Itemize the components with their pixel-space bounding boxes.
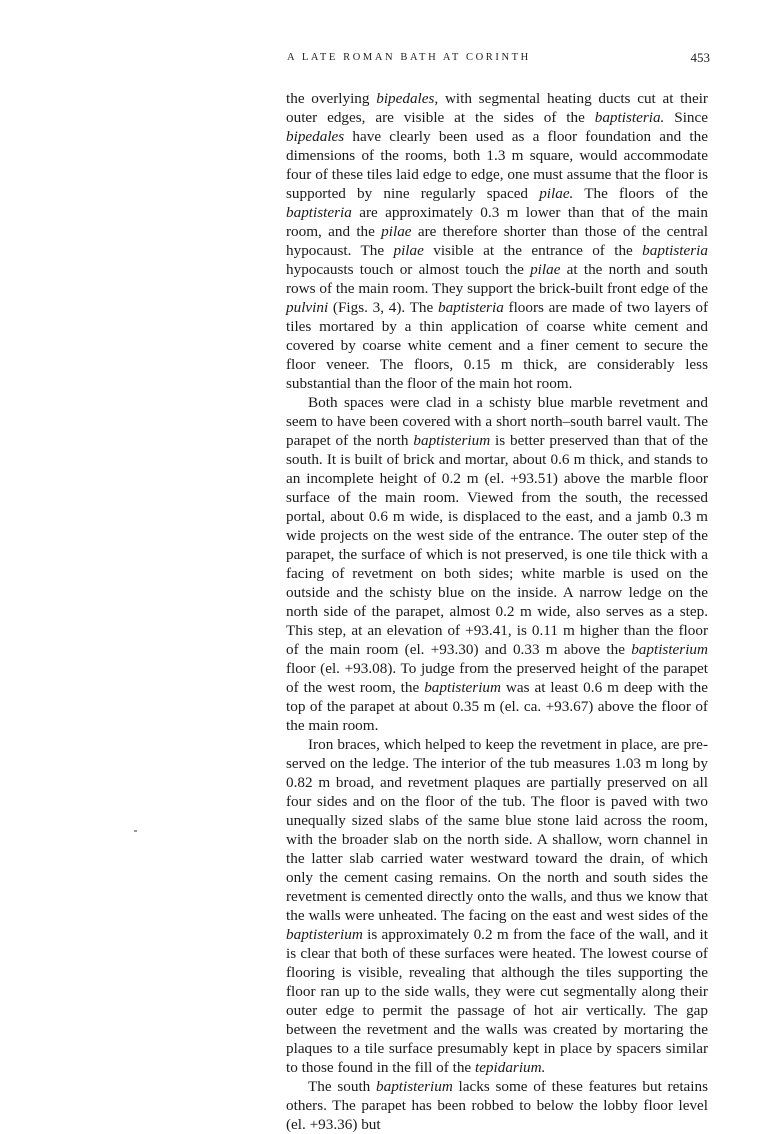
- text-run: was at least 0.6 m deep with the top of the parapet at about 0.35 m (el. ca. +93.67) above the floor of the main room.: [286, 679, 708, 734]
- text-run: floors are made of two layers of tiles mortared by a thin application of coarse white cement and covered by coarse white cement and a finer cement to secure the floor veneer. The floors, 0.15 m thick, are considerably less substantial than the floor of the main hot room.: [286, 299, 708, 392]
- italic-term: baptisterium: [286, 926, 363, 943]
- text-run: Both spaces were clad in a schisty blue marble revetment and seem to have been covered with a short north–south barrel vault. The parapet of the north: [286, 394, 708, 449]
- page-number: 453: [690, 50, 710, 65]
- italic-term: baptisteria.: [594, 109, 665, 126]
- text-run: hypocausts touch or almost touch the: [286, 261, 531, 278]
- text-run: lacks some of these features but retains others. The parapet has been robbed to below the lobby floor level (el. +93.36) but: [286, 1078, 708, 1133]
- italic-term: pilae: [393, 242, 424, 259]
- italic-term: baptisterium: [413, 432, 491, 449]
- text-run: The floors of the: [573, 185, 708, 202]
- italic-term: baptisteria: [437, 299, 504, 316]
- italic-term: bipedales,: [376, 90, 439, 107]
- running-title: A LATE ROMAN BATH AT CORINTH: [287, 52, 531, 63]
- italic-term: pilae: [381, 223, 412, 240]
- paragraph: [286, 1077, 708, 1134]
- text-run: at the north and south rows of the main room. They support the brick-built front edge of the: [286, 261, 708, 297]
- paragraph: [286, 89, 708, 393]
- italic-term: baptisteria: [286, 204, 352, 221]
- text-run: are therefore shorter than those of the central hypocaust. The: [286, 223, 708, 259]
- italic-term: bipedales: [286, 128, 345, 145]
- text-run: Since: [664, 109, 708, 126]
- text-run: The south: [308, 1078, 376, 1095]
- text-run: with segmental heating ducts cut at their outer edges, are visible at the sides of the: [286, 90, 708, 126]
- text-run: (Figs. 3, 4). The: [328, 299, 438, 316]
- paragraph: [286, 735, 708, 1077]
- italic-term: baptisteria: [642, 242, 708, 259]
- text-run: is approximately 0.2 m from the face of the wall, and it is clear that both of these surfaces were heated. The lowest course of flooring is visible, revealing that although the tiles supporting the floor ran up to the side walls, they were cut segmentally along their outer edge to permit the passage of hot air vertically. The gap between the revetment and the walls was created by mortaring the plaques to a tile surface presumably kept in place by spacers similar to those found in the fill of the: [286, 926, 708, 1076]
- italic-term: baptisterium: [424, 679, 501, 696]
- text-run: have clearly been used as a floor foundation and the dimensions of the rooms, both 1.3 m square, would accommodate four of these tiles laid edge to edge, one must assume that the floor is supported by nine regularly spaced: [286, 128, 708, 202]
- text-run: are approximately 0.3 m lower than that of the main room, and the: [286, 204, 708, 240]
- italic-term: pilae.: [539, 185, 574, 202]
- text-run: visible at the entrance of the: [423, 242, 643, 259]
- italic-term: baptisterium: [631, 641, 708, 658]
- text-run: Iron braces, which helped to keep the revetment in place, are preserved on the ledge. The interior of the tub measures 1.03 m long by 0.82 m broad, and revetment plaques are partially preserved on all four sides and on the floor of the tub. The floor is paved with two unequally sized slabs of the same blue stone laid across the room, with the broader slab on the north side. A shallow, worn channel in the latter slab carried water westward toward the drain, of which only the cement casing remains. On the north and south sides the revetment is cemented directly onto the walls, and thus we know that the walls were unheated. The facing on the east and west sides of the: [286, 736, 708, 924]
- italic-term: baptisterium: [376, 1078, 453, 1095]
- paragraph: [286, 393, 708, 735]
- italic-term: pulvini: [286, 299, 329, 316]
- text-run: floor (el. +93.08). To judge from the preserved height of the parapet of the west room, the: [286, 660, 708, 696]
- scan-speck: [134, 830, 137, 832]
- text-run: the overlying: [286, 90, 377, 107]
- text-run: is better preserved than that of the south. It is built of brick and mortar, about 0.6 m thick, and stands to an incomplete height of 0.2 m (el. +93.51) above the marble floor surface of the main room. Viewed from the south, the recessed portal, about 0.6 m wide, is displaced to the east, and a jamb 0.3 m wide projects on the west side of the entrance. The outer step of the parapet, the surface of which is not preserved, is one tile thick with a facing of revetment on both sides; white marble is used on the outside and the schisty blue on the inside. A narrow ledge on the north side of the parapet, almost 0.2 m wide, also serves as a step. This step, at an elevation of +93.41, is 0.11 m higher than the floor of the main room (el. +93.30) and 0.33 m above the: [286, 432, 709, 658]
- italic-term: pilae: [530, 261, 561, 278]
- body-text: [286, 89, 708, 1134]
- italic-term: tepidarium.: [474, 1059, 546, 1076]
